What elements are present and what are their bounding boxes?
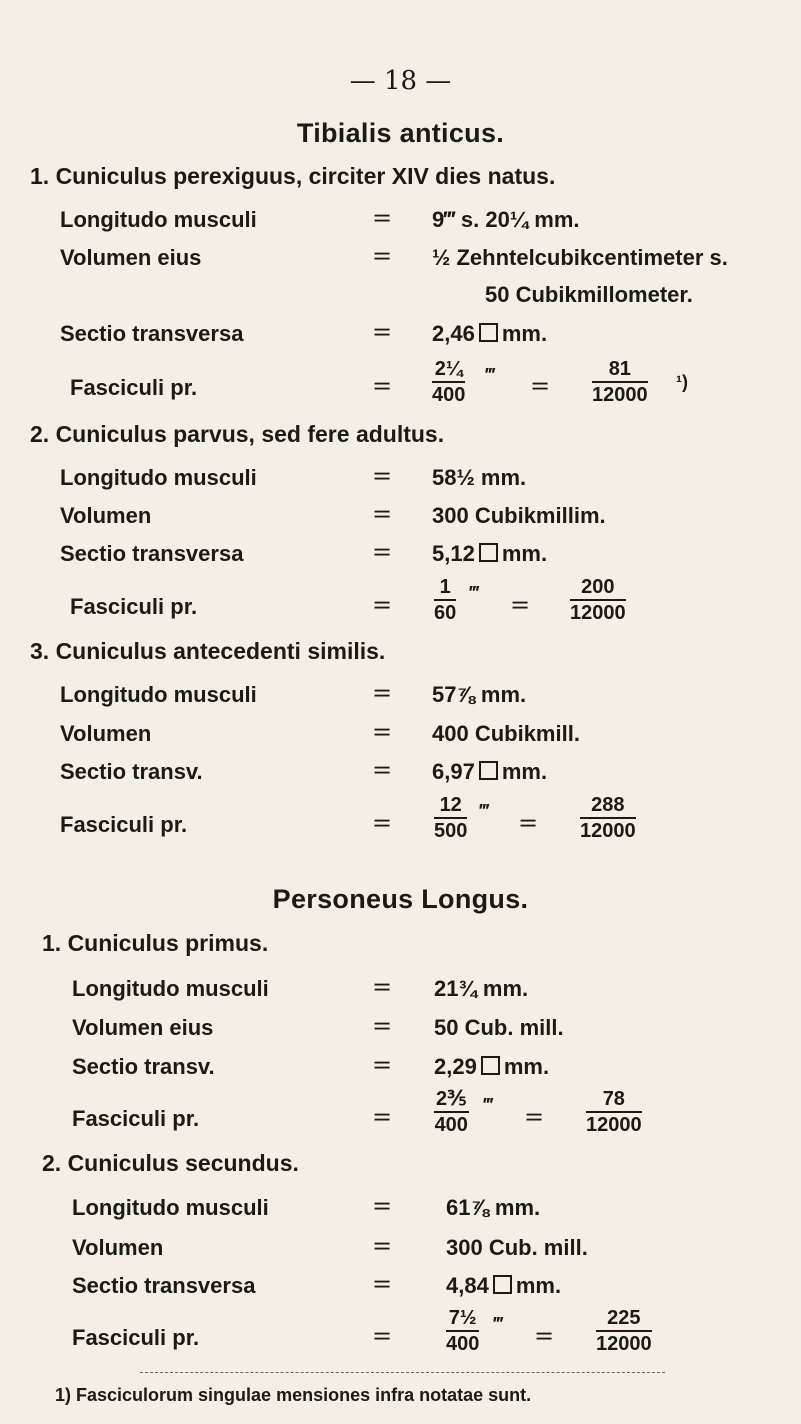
row-label: Sectio transv. <box>60 759 203 784</box>
sectio-unit: mm. <box>501 759 548 784</box>
equals-sign: = <box>372 242 393 270</box>
row-value: 400 Cubikmill. <box>432 721 580 746</box>
equals-sign: = <box>372 1012 393 1040</box>
case-heading: 1. Cuniculus perexiguus, circiter XIV dies natus. <box>30 163 556 189</box>
equals-sign: = <box>372 318 393 346</box>
square-icon <box>479 323 498 342</box>
prime-marks: ‴ <box>470 583 479 603</box>
fraction-1 <box>434 1087 469 1137</box>
equals-sign: = <box>372 591 393 619</box>
fraction-1 <box>432 357 465 407</box>
sectio-unit: mm. <box>515 1273 562 1298</box>
equals-sign: = <box>372 756 393 784</box>
fraction-2 <box>580 793 636 843</box>
equals-sign: = <box>530 372 551 400</box>
square-icon <box>479 761 498 780</box>
prime-marks: ‴ <box>494 1314 503 1334</box>
sectio-prefix: 4,84 <box>446 1273 489 1298</box>
row-value <box>432 759 547 785</box>
row-label: Longitudo musculi <box>72 1195 269 1220</box>
row-label: Sectio transversa <box>72 1273 256 1298</box>
row-value-continued: 50 Cubikmillometer. <box>485 282 693 307</box>
sectio-prefix: 5,12 <box>432 541 475 566</box>
row-value <box>446 1273 561 1299</box>
fraction-denominator: 400 <box>446 1333 480 1355</box>
fraction-numerator: 7½ <box>446 1306 479 1332</box>
page-number: — 18 — <box>349 66 452 96</box>
fraction-1 <box>434 793 467 843</box>
case-heading: 3. Cuniculus antecedenti similis. <box>30 638 386 664</box>
sectio-unit: mm. <box>503 1054 550 1079</box>
fraction-2 <box>596 1306 652 1356</box>
equals-sign: = <box>372 679 393 707</box>
fraction-2 <box>570 575 626 625</box>
fraction-numerator: 1 <box>434 575 456 601</box>
fraction-denominator: 400 <box>434 1114 468 1136</box>
row-value: 61⅞ mm. <box>446 1195 541 1220</box>
fraction-1 <box>446 1306 479 1356</box>
row-label: Volumen eius <box>60 245 202 270</box>
row-value: 21¾ mm. <box>434 976 529 1001</box>
fraction-denominator: 12000 <box>580 820 636 842</box>
row-label: Fasciculi pr. <box>72 1106 200 1131</box>
row-value: 58½ mm. <box>432 465 527 490</box>
square-icon <box>481 1056 500 1075</box>
section-title-personeus: Personeus Longus. <box>272 884 529 914</box>
fraction-denominator: 12000 <box>596 1333 652 1355</box>
square-icon <box>493 1275 512 1294</box>
sectio-prefix: 2,46 <box>432 321 475 346</box>
row-value: 57⅞ mm. <box>432 682 527 707</box>
equals-sign: = <box>372 1051 393 1079</box>
fraction-numerator: 78 <box>586 1087 642 1113</box>
row-label: Fasciculi pr. <box>60 812 188 837</box>
equals-sign: = <box>372 372 393 400</box>
prime-marks: ‴ <box>480 801 489 821</box>
fraction-denominator: 12000 <box>592 384 648 406</box>
footnote-rule <box>140 1372 665 1373</box>
row-value <box>432 541 547 567</box>
equals-sign: = <box>372 1103 393 1131</box>
fraction-numerator: 200 <box>570 575 626 601</box>
row-label: Longitudo musculi <box>72 976 269 1001</box>
row-value: 300 Cub. mill. <box>446 1235 588 1260</box>
fraction-numerator: 2¼ <box>432 357 465 383</box>
row-value: 9‴ s. 20¼ mm. <box>432 207 580 232</box>
prime-marks: ‴ <box>486 365 495 385</box>
row-label: Volumen <box>60 721 152 746</box>
equals-sign: = <box>372 809 393 837</box>
equals-sign: = <box>372 500 393 528</box>
equals-sign: = <box>518 809 539 837</box>
row-value <box>434 1054 549 1080</box>
row-value: ½ Zehntelcubikcentimeter s. <box>432 245 728 270</box>
row-label: Longitudo musculi <box>60 207 257 232</box>
section-title-tibialis: Tibialis anticus. <box>296 118 505 148</box>
sectio-unit: mm. <box>501 321 548 346</box>
sectio-unit: mm. <box>501 541 548 566</box>
case-heading: 1. Cuniculus primus. <box>42 930 269 956</box>
fraction-denominator: 60 <box>434 602 457 624</box>
row-label: Fasciculi pr. <box>70 594 198 619</box>
square-icon <box>479 543 498 562</box>
fraction-numerator: 2⅗ <box>434 1087 469 1113</box>
row-label: Volumen <box>72 1235 164 1260</box>
fraction-denominator: 500 <box>434 820 468 842</box>
equals-sign: = <box>510 591 531 619</box>
fraction-numerator: 288 <box>580 793 636 819</box>
equals-sign: = <box>372 718 393 746</box>
fraction-numerator: 81 <box>592 357 648 383</box>
case-heading: 2. Cuniculus parvus, sed fere adultus. <box>30 421 445 447</box>
fraction-1 <box>434 575 456 625</box>
fraction-2 <box>586 1087 642 1137</box>
fraction-denominator: 12000 <box>570 602 626 624</box>
equals-sign: = <box>372 1192 393 1220</box>
equals-sign: = <box>524 1103 545 1131</box>
fraction-numerator: 12 <box>434 793 467 819</box>
case-heading: 2. Cuniculus secundus. <box>42 1150 299 1176</box>
equals-sign: = <box>372 204 393 232</box>
row-value: 50 Cub. mill. <box>434 1015 564 1040</box>
equals-sign: = <box>372 1322 393 1350</box>
row-label: Longitudo musculi <box>60 465 257 490</box>
equals-sign: = <box>372 538 393 566</box>
equals-sign: = <box>372 1232 393 1260</box>
row-label: Longitudo musculi <box>60 682 257 707</box>
fraction-denominator: 400 <box>432 384 466 406</box>
row-value <box>432 321 547 347</box>
row-value: 300 Cubikmillim. <box>432 503 606 528</box>
row-label: Volumen eius <box>72 1015 214 1040</box>
row-label: Fasciculi pr. <box>70 375 198 400</box>
equals-sign: = <box>372 1270 393 1298</box>
row-label: Fasciculi pr. <box>72 1325 200 1350</box>
row-label: Volumen <box>60 503 152 528</box>
prime-marks: ‴ <box>484 1095 493 1115</box>
equals-sign: = <box>372 462 393 490</box>
row-label: Sectio transversa <box>60 321 244 346</box>
footnote-marker: ¹) <box>676 372 688 392</box>
equals-sign: = <box>372 973 393 1001</box>
fraction-denominator: 12000 <box>586 1114 642 1136</box>
footnote: 1) Fasciculorum singulae mensiones infra notatae sunt. <box>55 1385 532 1405</box>
sectio-prefix: 6,97 <box>432 759 475 784</box>
row-label: Sectio transversa <box>60 541 244 566</box>
row-label: Sectio transv. <box>72 1054 215 1079</box>
sectio-prefix: 2,29 <box>434 1054 477 1079</box>
equals-sign: = <box>534 1322 555 1350</box>
fraction-2 <box>592 357 648 407</box>
fraction-numerator: 225 <box>596 1306 652 1332</box>
